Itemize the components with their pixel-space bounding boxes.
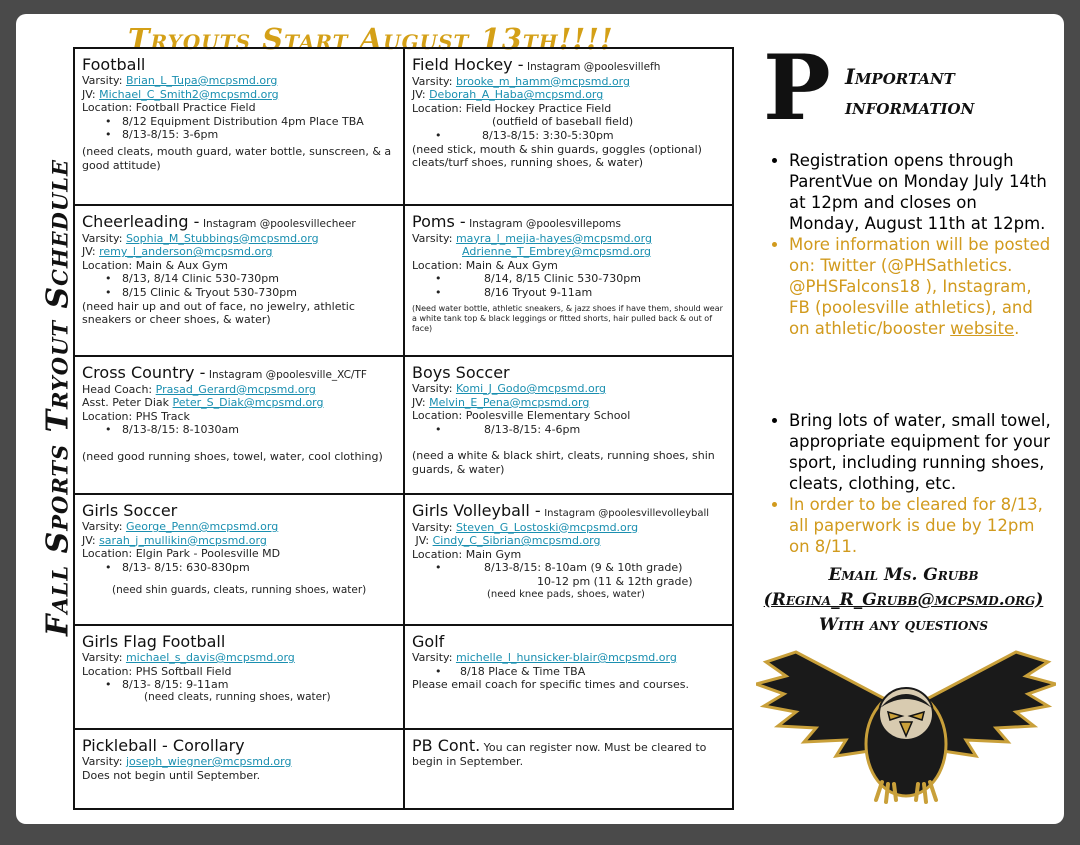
sport-title: Cross Country -: [82, 363, 206, 382]
email-link[interactable]: Melvin_E_Pena@mcpsmd.org: [429, 395, 590, 409]
sport-title: Football: [82, 55, 146, 74]
email-line1: Email Ms. Grubb: [828, 565, 979, 585]
sport-title: PB Cont.: [412, 736, 481, 755]
schedule-item: • 8/15 Clinic & Tryout 530-730pm: [82, 286, 397, 300]
location: Location: Football Practice Field: [82, 101, 256, 115]
sport-title: Boys Soccer: [412, 363, 510, 382]
jv-label: JV:: [82, 533, 96, 547]
info-bullet: • Registration opens through ParentVue on Monday July 14th at 12pm and closes on Monday, August 11th at 12pm.: [789, 150, 1051, 234]
instagram-handle: Instagram @poolesvillevolleyball: [544, 508, 710, 519]
jv-label: JV:: [82, 87, 96, 101]
jv-label: JV:: [412, 88, 426, 102]
jv-label: JV:: [412, 395, 426, 409]
sport-title: Field Hockey -: [412, 55, 524, 74]
schedule-item-cont: 10-12 pm (11 & 12th grade): [537, 574, 693, 588]
email-link[interactable]: Prasad_Gerard@mcpsmd.org: [155, 382, 316, 396]
email-link[interactable]: Steven_G_Lostoski@mcpsmd.org: [455, 520, 639, 534]
info-heading-line1: Important: [845, 64, 955, 89]
cell-cheerleading: [75, 206, 405, 357]
schedule-item: • 8/13-8/15: 3-6pm: [82, 128, 397, 142]
email-address-link[interactable]: (Regina_R_Grubb@mcpsmd.org): [763, 590, 1044, 610]
schedule-grid: [73, 47, 734, 810]
note: (need stick, mouth & shin guards, goggles (optional) cleats/turf shoes, running shoes, & water): [412, 142, 702, 170]
location: Location: Field Hockey Practice Field: [412, 101, 612, 115]
school-logo-letter: P: [763, 35, 831, 141]
location: Location: PHS Softball Field: [82, 664, 232, 678]
note: (Need water bottle, athletic sneakers, & jazz shoes if have them, should wear a white tank top & black leggings or fitted shorts, hair pulled back & out of face): [412, 303, 723, 333]
cell-cross-country: [75, 357, 405, 495]
cell-boys-soccer: [405, 357, 732, 495]
cell-golf: [405, 626, 732, 730]
schedule-item: • 8/13- 8/15: 630-830pm: [82, 561, 397, 575]
note: (need shin guards, cleats, running shoes, water): [112, 584, 367, 597]
cell-poms: [405, 206, 732, 357]
email-link[interactable]: Adrienne_T_Embrey@mcpsmd.org: [462, 245, 652, 259]
headline: Tryouts Start August 13th!!!!: [128, 22, 614, 56]
schedule-item: • 8/13-8/15: 4-6pm: [412, 423, 726, 437]
jv-label: JV:: [82, 245, 96, 259]
note: Please email coach for specific times and courses.: [412, 678, 690, 692]
varsity-label: Varsity:: [412, 520, 453, 534]
location: Location: Main Gym: [412, 547, 522, 561]
sport-title: Golf: [412, 632, 445, 651]
note: (need a white & black shirt, cleats, running shoes, shin guards, & water): [412, 449, 715, 476]
varsity-label: Varsity:: [82, 520, 123, 533]
varsity-label: Varsity:: [412, 382, 453, 395]
info-bullets-2: [751, 410, 1051, 557]
instagram-handle: Instagram @poolesvillecheer: [202, 218, 356, 230]
falcon-mascot-icon: [756, 632, 1056, 812]
location: Location: Main & Aux Gym: [82, 258, 228, 272]
info-text: (@PHSathletics. @PHSFalcons18 ), Instagram, FB (poolesville athletics), and on athletic/booster: [789, 256, 1033, 338]
varsity-label: Varsity:: [412, 231, 453, 245]
location-detail: (outfield of baseball field): [492, 115, 634, 129]
email-link[interactable]: brooke_m_hamm@mcpsmd.org: [455, 74, 630, 88]
jv-label: JV:: [415, 534, 430, 548]
note: (need good running shoes, towel, water, cool clothing): [82, 449, 383, 463]
cell-girls-soccer: [75, 495, 405, 626]
schedule-item: • 8/13-8/15: 8-10am (9 & 10th grade): [412, 561, 726, 575]
email-link[interactable]: Deborah_A_Haba@mcpsmd.org: [429, 88, 604, 102]
location: Location: PHS Track: [82, 409, 190, 423]
email-line3: With any questions: [818, 615, 989, 635]
info-heading: [845, 62, 974, 122]
cell-field-hockey: [405, 49, 732, 206]
email-link[interactable]: remy_l_anderson@mcpsmd.org: [99, 245, 273, 259]
note: Does not begin until September.: [82, 768, 261, 782]
schedule-item: • 8/18 Place & Time TBA: [412, 665, 726, 679]
email-link[interactable]: Peter_S_Diak@mcpsmd.org: [172, 396, 324, 410]
flyer-page: [16, 14, 1064, 824]
info-text: More information will be posted on: Twitter: [789, 235, 1051, 275]
schedule-item: • 8/14, 8/15 Clinic 530-730pm: [412, 272, 726, 286]
email-link[interactable]: Komi_J_Godo@mcpsmd.org: [455, 382, 607, 395]
varsity-label: Varsity:: [412, 74, 453, 88]
instagram-handle: Instagram @poolesvillepoms: [469, 218, 621, 230]
info-heading-line2: information: [845, 94, 975, 119]
info-bullet: • Bring lots of water, small towel, appropriate equipment for your sport, including running shoes, cleats, clothing, etc.: [789, 410, 1051, 494]
location: Location: Main & Aux Gym: [412, 258, 558, 272]
cell-football: [75, 49, 405, 206]
sport-title: Girls Volleyball -: [412, 501, 541, 520]
head-coach-label: Head Coach:: [82, 382, 153, 396]
sport-title: Poms -: [412, 212, 466, 231]
varsity-label: Varsity:: [82, 231, 123, 245]
email-link[interactable]: joseph_wiegner@mcpsmd.org: [125, 755, 292, 768]
info-panel: [751, 35, 1056, 819]
schedule-item: • 8/12 Equipment Distribution 4pm Place TBA: [82, 115, 397, 129]
sport-title: Pickleball - Corollary: [82, 736, 245, 755]
info-bullets-1: [751, 150, 1051, 339]
email-link[interactable]: George_Penn@mcpsmd.org: [125, 520, 279, 533]
note: (need knee pads, shoes, water): [487, 588, 645, 600]
note: You can register now. Must be cleared to begin in September.: [412, 741, 707, 768]
email-link[interactable]: Sophia_M_Stubbings@mcpsmd.org: [125, 231, 319, 245]
email-link[interactable]: Michael_C_Smith2@mcpsmd.org: [99, 87, 279, 101]
schedule-item: • 8/13, 8/14 Clinic 530-730pm: [82, 272, 397, 286]
sport-title: Girls Flag Football: [82, 632, 226, 651]
location: Location: Elgin Park - Poolesville MD: [82, 547, 281, 561]
varsity-label: Varsity:: [82, 651, 123, 664]
email-link[interactable]: mayra_l_mejia-hayes@mcpsmd.org: [455, 231, 652, 245]
note: (need cleats, running shoes, water): [144, 690, 331, 703]
cell-girls-volleyball: [405, 495, 732, 626]
email-contact: [751, 563, 1056, 638]
email-link[interactable]: Cindy_C_Sibrian@mcpsmd.org: [432, 534, 601, 548]
email-link[interactable]: Brian_L_Tupa@mcpsmd.org: [125, 74, 278, 87]
sport-title: Girls Soccer: [82, 501, 178, 520]
instagram-handle: Instagram @poolesville_XC/TF: [208, 369, 367, 381]
info-bullet: • In order to be cleared for 8/13, all paperwork is due by 12pm on 8/11.: [789, 494, 1051, 557]
cell-pickleball: [75, 730, 405, 808]
info-text: .: [1014, 319, 1020, 338]
varsity-label: Varsity:: [412, 651, 453, 664]
note: (need hair up and out of face, no jewelry, athletic sneakers or cheer shoes, & water): [82, 299, 355, 327]
schedule-item: • 8/13- 8/15: 9-11am: [82, 678, 397, 692]
vertical-title: Fall Sports Tryout Schedule: [40, 159, 76, 636]
varsity-label: Varsity:: [82, 755, 123, 768]
cell-pb-cont: [405, 730, 732, 808]
note: (need cleats, mouth guard, water bottle, sunscreen, & a good attitude): [82, 144, 392, 172]
schedule-item: • 8/13-8/15: 3:30-5:30pm: [412, 129, 726, 143]
schedule-item: • 8/13-8/15: 8-1030am: [82, 423, 397, 437]
schedule-item: • 8/16 Tryout 9-11am: [412, 286, 726, 300]
email-link[interactable]: michael_s_davis@mcpsmd.org: [125, 651, 295, 664]
email-link[interactable]: michelle_l_hunsicker-blair@mcpsmd.org: [455, 651, 677, 664]
email-link[interactable]: sarah_j_mullikin@mcpsmd.org: [99, 533, 267, 547]
instagram-handle: Instagram @poolesvillefh: [527, 61, 661, 73]
asst-coach-label: Asst. Peter Diak: [82, 396, 170, 410]
cell-girls-flag-football: [75, 626, 405, 730]
location: Location: Poolesville Elementary School: [412, 409, 631, 423]
varsity-label: Varsity:: [82, 74, 123, 87]
website-link[interactable]: website: [950, 319, 1015, 338]
info-bullet: [789, 234, 1051, 339]
sport-title: Cheerleading -: [82, 212, 200, 231]
